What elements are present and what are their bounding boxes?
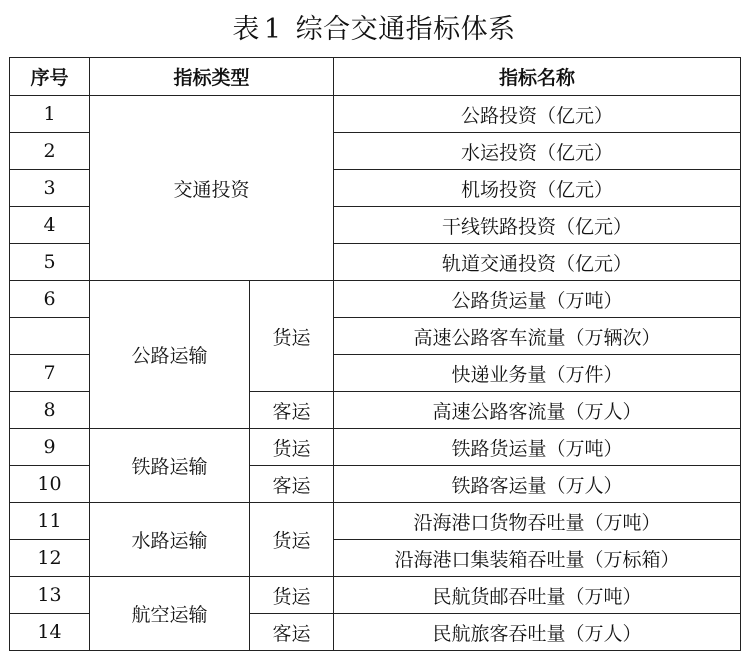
seq-cell: 10: [10, 466, 90, 503]
indicator-name: 机场投资（亿元）: [334, 170, 741, 207]
seq-cell: 1: [10, 96, 90, 133]
indicator-name: 沿海港口货物吞吐量（万吨）: [334, 503, 741, 540]
category-air: 航空运输: [90, 577, 250, 651]
table-row: [10, 429, 741, 466]
table-title-number: 1: [263, 14, 282, 45]
table-row: [10, 96, 741, 133]
category-water: 水路运输: [90, 503, 250, 577]
table-title: [0, 10, 748, 50]
category-rail: 铁路运输: [90, 429, 250, 503]
indicator-name: 干线铁路投资（亿元）: [334, 207, 741, 244]
indicator-name: 铁路客运量（万人）: [334, 466, 741, 503]
seq-cell: 12: [10, 540, 90, 577]
seq-cell: 2: [10, 133, 90, 170]
seq-cell: 5: [10, 244, 90, 281]
seq-cell: 3: [10, 170, 90, 207]
seq-cell: 7: [10, 355, 90, 392]
seq-cell: 11: [10, 503, 90, 540]
seq-cell: 4: [10, 207, 90, 244]
table-row: [10, 577, 741, 614]
header-row: [10, 58, 741, 96]
seq-cell: 13: [10, 577, 90, 614]
table-title-text: 综合交通指标体系: [295, 14, 516, 45]
seq-cell: 8: [10, 392, 90, 429]
indicator-table: [9, 57, 741, 651]
indicator-name: 轨道交通投资（亿元）: [334, 244, 741, 281]
header-type: 指标类型: [90, 58, 334, 96]
table-row: [10, 281, 741, 318]
subtype-passenger: 客运: [250, 392, 334, 429]
table-row: [10, 503, 741, 540]
subtype-passenger: 客运: [250, 614, 334, 651]
indicator-name: 民航旅客吞吐量（万人）: [334, 614, 741, 651]
category-road: 公路运输: [90, 281, 250, 429]
subtype-passenger: 客运: [250, 466, 334, 503]
seq-cell: 14: [10, 614, 90, 651]
seq-cell: 6: [10, 281, 90, 318]
table-title-prefix: 表: [232, 14, 260, 45]
category-investment: 交通投资: [90, 96, 334, 281]
indicator-name: 公路投资（亿元）: [334, 96, 741, 133]
indicator-name: 快递业务量（万件）: [334, 355, 741, 392]
seq-cell: [10, 318, 90, 355]
subtype-freight: 货运: [250, 429, 334, 466]
indicator-name: 高速公路客车流量（万辆次）: [334, 318, 741, 355]
subtype-freight: 货运: [250, 281, 334, 392]
indicator-name: 铁路货运量（万吨）: [334, 429, 741, 466]
indicator-name: 高速公路客流量（万人）: [334, 392, 741, 429]
indicator-name: 水运投资（亿元）: [334, 133, 741, 170]
indicator-name: 民航货邮吞吐量（万吨）: [334, 577, 741, 614]
header-seq: 序号: [10, 58, 90, 96]
subtype-freight: 货运: [250, 577, 334, 614]
indicator-name: 公路货运量（万吨）: [334, 281, 741, 318]
header-name: 指标名称: [334, 58, 741, 96]
subtype-freight: 货运: [250, 503, 334, 577]
indicator-name: 沿海港口集装箱吞吐量（万标箱）: [334, 540, 741, 577]
seq-cell: 9: [10, 429, 90, 466]
